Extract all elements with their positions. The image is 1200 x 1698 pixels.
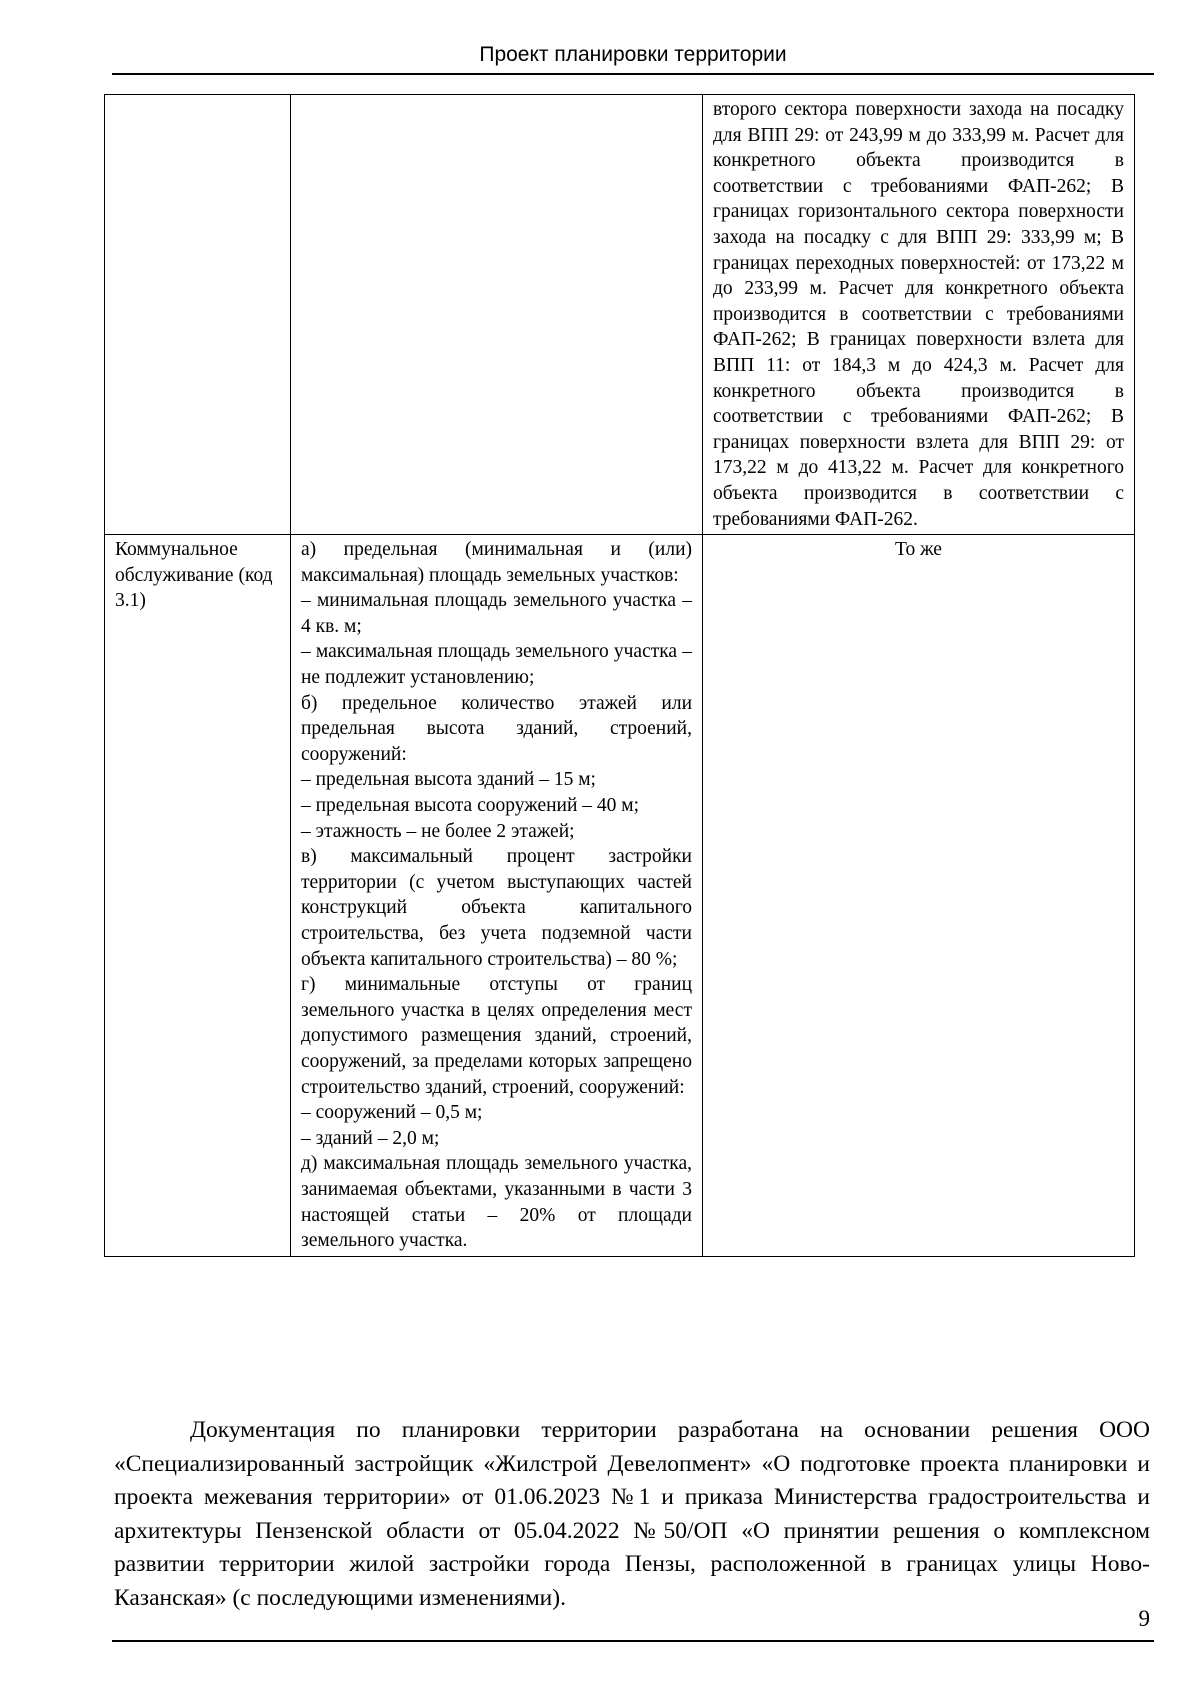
parameter-line: д) максимальная площадь земельного участка, занимаемая объектами, указанными в части 3 настоящей статьи – 20% от площади земельного участка. xyxy=(301,1153,692,1252)
parameter-line: – предельная высота сооружений – 40 м; xyxy=(301,795,640,817)
parameter-line: а) предельная (минимальная и (или) максимальная) площадь земельных участков: xyxy=(301,539,692,586)
body-paragraph: Документация по планировки территории разработана на основании решения ООО «Специализированный застройщик «Жилстрой Девелопмент» «О подготовке проекта планировки и проекта межевания территории» от 01.06.2023 №1 и приказа Министерства градостроительства и архитектуры Пензенской области от 05.04.2022 №50/ОП «О принятии решения о комплексном развитии территории жилой застройки города Пензы, расположенной в границах улицы Ново-Казанская» (с последующими изменениями). xyxy=(114,1417,1150,1611)
parameter-line: – этажность – не более 2 этажей; xyxy=(301,820,575,842)
table-cell-restrictions: То же xyxy=(703,535,1135,1257)
page-header-title: Проект планировки территории xyxy=(479,43,787,66)
parameter-line: – сооружений – 0,5 м; xyxy=(301,1102,483,1124)
parameter-line: в) максимальный процент застройки территории (с учетом выступающих частей конструкций объекта капитального строительства, без учета подземной части объекта капитального строительства) – 80 %; xyxy=(301,846,692,970)
parameter-line: г) минимальные отступы от границ земельного участка в целях определения мест допустимого размещения зданий, строений, сооружений, за пределами которых запрещено строительство зданий, строений, сооружений: xyxy=(301,974,692,1098)
page-number: 9 xyxy=(1138,1606,1150,1631)
parameter-line: – предельная высота зданий – 15 м; xyxy=(301,769,596,791)
table-cell-use-type xyxy=(105,95,291,535)
parameter-line: б) предельное количество этажей или предельная высота зданий, строений, сооружений: xyxy=(301,692,692,765)
parameter-line: – максимальная площадь земельного участка – не подлежит установлению; xyxy=(301,641,692,689)
table-cell-restrictions: второго сектора поверхности захода на посадку для ВПП 29: от 243,99 м до 333,99 м. Расчет для конкретного объекта производится в соответствии с требованиями ФАП-262; В границах горизонтального сектора поверхности захода на посадку с для ВПП 29: 333,99 м; В границах переходных поверхностей: от 173,22 м до 233,99 м. Расчет для конкретного объекта производится в соответствии с требованиями ФАП-262; В границах поверхности взлета для ВПП 11: от 184,3 м до 424,3 м. Расчет для конкретного объекта производится в соответствии с требованиями ФАП-262; В границах поверхности взлета для ВПП 29: от 173,22 м до 413,22 м. Расчет для конкретного объекта производится в соответствии с требованиями ФАП-262. xyxy=(703,95,1135,535)
table-cell-use-type: Коммунальное обслуживание (код 3.1) xyxy=(105,535,291,1257)
table-row xyxy=(105,535,1135,1257)
parameter-line: – зданий – 2,0 м; xyxy=(301,1127,440,1149)
table-cell-parameters xyxy=(291,535,703,1257)
table-row xyxy=(105,95,1135,535)
parameter-line: – минимальная площадь земельного участка – 4 кв. м; xyxy=(301,590,692,637)
table-cell-parameters xyxy=(291,95,703,535)
footer-rule xyxy=(112,1640,1154,1642)
header-rule xyxy=(112,73,1154,75)
regulations-table xyxy=(104,94,1135,1257)
